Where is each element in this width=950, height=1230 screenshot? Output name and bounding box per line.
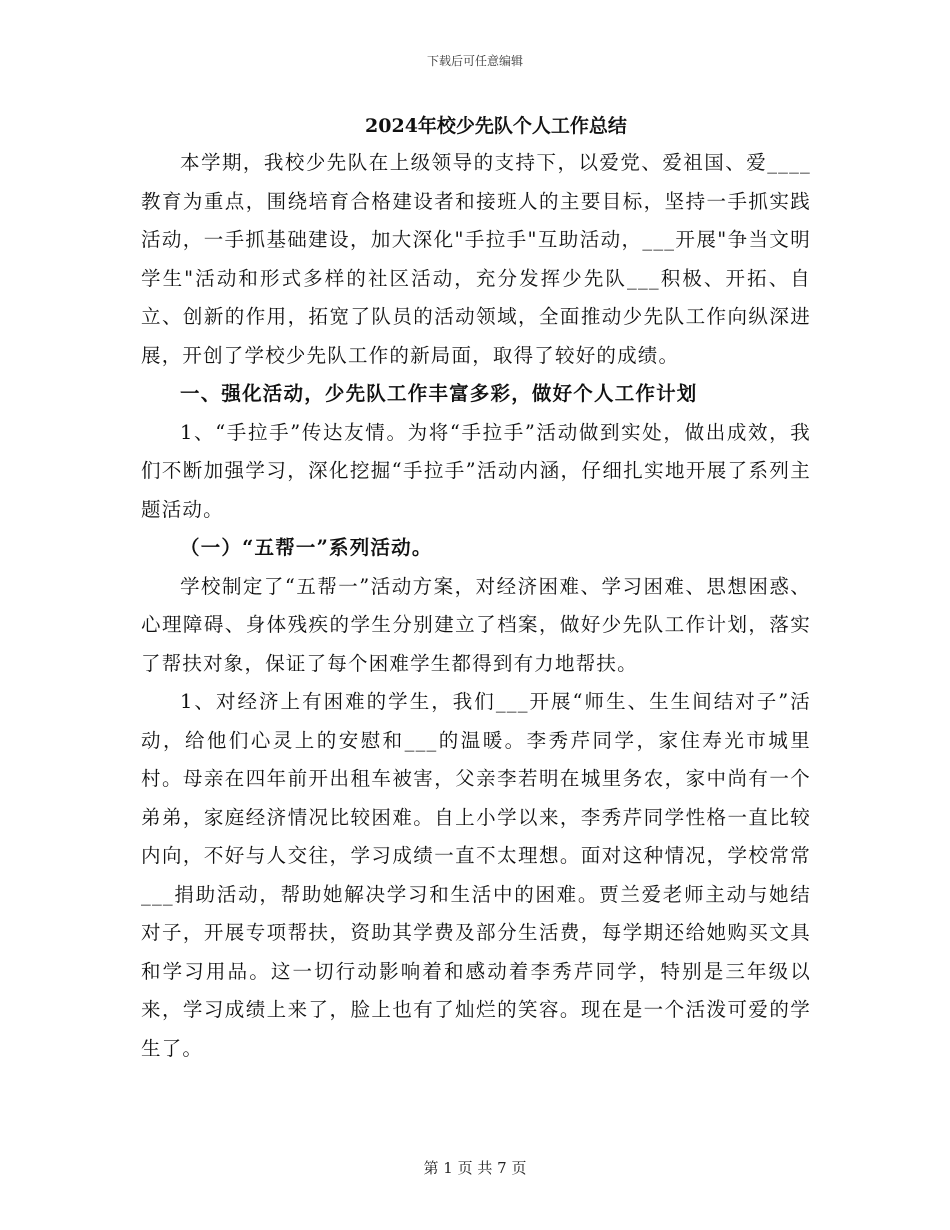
section-paragraph: 1、“手拉手”传达友情。为将“手拉手”活动做到实处，做出成效，我们不断加强学习，深化挖掘“手拉手”活动内涵，仔细扎实地开展了系列主题活动。 (141, 420, 811, 521)
document-body (141, 112, 811, 1068)
subsection-heading: （一）“五帮一”系列活动。 (180, 536, 433, 559)
page-footer: 第 1 页 共 7 页 (423, 1159, 527, 1177)
subsection-paragraph: 学校制定了“五帮一”活动方案，对经济困难、学习困难、思想困惑、心理障碍、身体残疾的学生分别建立了档案，做好少先队工作计划，落实了帮扶对象，保证了每个困难学生都得到有力地帮扶。 (141, 574, 811, 675)
intro-paragraph: 本学期，我校少先队在上级领导的支持下，以爱党、爱祖国、爱____教育为重点，围绕培育合格建设者和接班人的主要目标，坚持一手抓实践活动，一手抓基础建设，加大深化"手拉手"互助活动，___开展"争当文明学生"活动和形式多样的社区活动，充分发挥少先队___积极、开拓、自立、创新的作用，拓宽了队员的活动领域，全面推动少先队工作向纵深进展，开创了学校少先队工作的新局面，取得了较好的成绩。 (141, 151, 811, 367)
document-title: 2024年校少先队个人工作总结 (365, 115, 627, 137)
header-note: 下载后可任意编辑 (426, 54, 523, 68)
item-paragraph: 1、对经济上有困难的学生，我们___开展“师生、生生间结对子”活动，给他们心灵上的安慰和___的温暖。李秀芹同学，家住寿光市城里村。母亲在四年前开出租车被害，父亲李若明在城里务农，家中尚有一个弟弟，家庭经济情况比较困难。自上小学以来，李秀芹同学性格一直比较内向，不好与人交往，学习成绩一直不太理想。面对这种情况，学校常常___捐助活动，帮助她解决学习和生活中的困难。贾兰爱老师主动与她结对子，开展专项帮扶，资助其学费及部分生活费，每学期还给她购买文具和学习用品。这一切行动影响着和感动着李秀芹同学，特别是三年级以来，学习成绩上来了，脸上也有了灿烂的笑容。现在是一个活泼可爱的学生了。 (141, 690, 811, 1060)
section-heading: 一、强化活动，少先队工作丰富多彩，做好个人工作计划 (180, 382, 698, 405)
